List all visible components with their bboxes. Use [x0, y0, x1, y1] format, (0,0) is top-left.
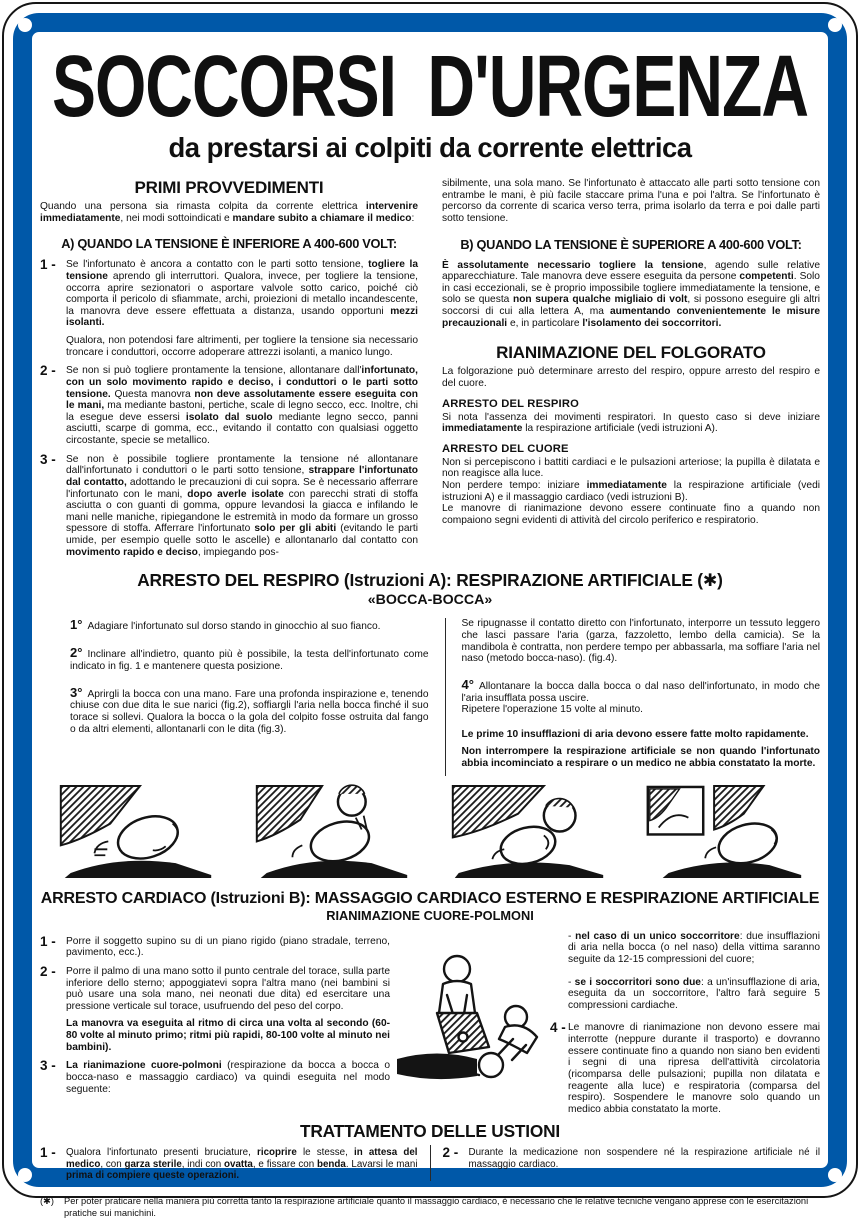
- poster-subtitle: da prestarsi ai colpiti da corrente elettrica: [168, 132, 692, 163]
- arresto-respiro-subheading: ARRESTO DEL RESPIRO: [442, 397, 580, 410]
- section-massaggio-cardiaco: [40, 890, 820, 1116]
- tension-b-paragraph: È assolutamente necessario togliere la tensione, agendo sulle relative apparecchiature. Tale manovra deve essere eseguita da persone competenti. Solo in casi eccezionali, se è proprio impossibile togliere immediatamente la tensione, e solo se questa non supera qualche migliaio di volt, si possono eseguire gli altri soccorsi di cui alla lettera A, ma aumentando convenientemente le misure precauzionali e, in particolare l'isolamento dei soccorritori.: [442, 259, 821, 329]
- screw-hole-bottom-right-icon: [828, 1168, 842, 1182]
- item-number: 2 -: [442, 1145, 459, 1161]
- item-text-continuation: Qualora, non potendosi fare altrimenti, per togliere la tensione sia necessario troncare i conduttori, occorre adoperare attrezzi isolanti, a manico lungo.: [66, 335, 418, 358]
- item-text: Durante la medicazione non sospendere né la respirazione artificiale né il massaggio cardiaco.: [468, 1147, 820, 1170]
- list-item-u2: [443, 1147, 821, 1169]
- list-item-b3: [40, 1060, 390, 1095]
- arresto-cuore-text-2: Non perdere tempo: iniziare immediatamente la respirazione artificiale (vedi istruzioni A) e il massaggio cardiaco (vedi istruzioni B).: [442, 480, 821, 503]
- item-number: 2 -: [40, 963, 56, 979]
- cardiaco-left-column: [40, 929, 390, 1116]
- folgorato-heading: RIANIMAZIONE DEL FOLGORATO: [496, 343, 766, 363]
- respiro-left-column: [40, 618, 445, 775]
- item-text-bold-note: La manovra va eseguita al ritmo di circa una volta al secondo (60-80 volte al minuto primo; ritmi più rapidi, 80-100 volte al minuto nei bambini).: [66, 1018, 390, 1053]
- respiro-bold-note-1: Le prime 10 insufflazioni di aria devono essere fatte molto rapidamente.: [461, 728, 809, 740]
- item-text: Se non si può togliere prontamente la tensione, allontanare dall'infortunato, con un solo movimento rapido e deciso, i conduttori o le parti sotto tensione. Questa manovra non deve assolutamente essere eseguita con le mani, ma mediante bastoni, pertiche, scale di legno secco, ecc. Inoltre, chi la esegue deve essersi isolato dal suolo mediante legno secco, panni asciutti, scarpe di gomma, ecc., evitando il contatto con qualsiasi oggetto circostante, specie se metallico.: [66, 365, 418, 446]
- cpr-two-rescuers-illustration: [395, 947, 545, 1097]
- tension-b-heading: B) QUANDO LA TENSIONE È SUPERIORE A 400-600 VOLT:: [460, 236, 802, 252]
- tension-a-heading: A) QUANDO LA TENSIONE È INFERIORE A 400-600 VOLT:: [61, 236, 397, 252]
- item-number: 1 -: [40, 933, 56, 949]
- step-4: 4° Allontanare la bocca dalla bocca o dal naso dell'infortunato, in modo che l'aria insufflata possa uscire. Ripetere l'operazione 15 volte al minuto.: [461, 676, 820, 716]
- respiro-heading: ARRESTO DEL RESPIRO (Istruzioni A): RESPIRAZIONE ARTIFICIALE (✱): [137, 570, 723, 591]
- footnote-marker: (✱): [40, 1195, 54, 1206]
- section-respirazione-artificiale: [40, 570, 820, 877]
- item-text: Se l'infortunato è ancora a contatto con le parti sotto tensione, togliere la tensione aprendo gli interruttori. Qualora, invece, per togliere la tensione, occorra aprire sezionatori o asportare valvole sotto carico, poiché ciò comporta il pericolo di sfiammate, archi, proiezioni di metallo incandescente, la manovra deve essere effettuata a distanza, usando opportuni mezzi isolanti.: [66, 259, 418, 329]
- single-rescuer-note: - nel caso di un unico soccorritore: due insufflazioni di aria nella bocca (o nel naso) della vittima saranno seguite da 12-15 compressioni del cuore;: [568, 930, 820, 965]
- primi-right-column: [442, 178, 820, 558]
- bocca-bocca-subheading: «BOCCA-BOCCA»: [367, 592, 493, 609]
- section-trattamento-ustioni: [40, 1121, 820, 1180]
- list-item-a3: [40, 451, 418, 559]
- two-rescuers-note: - se i soccorritori sono due: a un'insufflazione di aria, eseguita da un soccorritore, l'altro farà seguire 5 compressioni cardiache.: [568, 976, 821, 1011]
- item-text: Porre il palmo di una mano sotto il punto centrale del torace, sulla parte inferiore dello sterno; appoggiatevi sopra l'altra mano (nei bambini si può usare una sola mano, nei neonati due dita) ed esercitare una pressione verticale sul torace, usufruendo del peso del corpo.: [66, 965, 390, 1012]
- step-2: 2° Inclinare all'indietro, quanto più è possibile, la testa dell'infortunato come indicato in fig. 1 e mantenere questa posizione.: [70, 645, 429, 672]
- footnote: [40, 1195, 820, 1219]
- item-body: [66, 259, 418, 358]
- item-body: [66, 365, 418, 446]
- list-item-a1: [40, 259, 418, 358]
- item-text: Porre il soggetto supino su di un piano rigido (piano stradale, terreno, pavimento, ecc.).: [66, 935, 390, 959]
- poster-content: [40, 36, 821, 1218]
- arresto-cuore-text-3: Le manovre di rianimazione devono essere continuate fino a quando non compaiono segni evidenti di attività del circolo periferico e respiratorio.: [442, 503, 820, 526]
- fig3-clear-mouth-illustration: [440, 784, 616, 878]
- ustioni-left-column: [40, 1145, 430, 1180]
- screw-hole-top-right-icon: [828, 18, 842, 32]
- screw-hole-bottom-left-icon: [18, 1168, 32, 1182]
- arresto-cuore-text-1: Non si percepiscono i battiti cardiaci e le pulsazioni arteriose; la pupilla è dilatata e non reagisce alla luce.: [442, 456, 820, 480]
- respiro-note-cloth: Se ripugnasse il contatto diretto con l'infortunato, interporre un tessuto leggero che lasci passare l'aria (garza, fazzoletto, lembo della camicia). Se la mandibola è contratta, non perdere tempo per abbassarla, ma soffiare l'aria nel naso (metodo bocca-naso). (fig.4).: [461, 618, 820, 665]
- item-number: 1 -: [40, 1145, 56, 1161]
- item-text: Se non è possibile togliere prontamente la tensione né allontanare dall'infortunato i conduttori o le parti sotto tensione, strappare l'infortunato dal contatto, adottando le precauzioni di cui sopra. Se è necessario afferrare l'infortunato con le mani, dopo averle isolate con parecchi strati di stoffa asciutta o con guanti di gomma, oppure levandosi la giacca e infilando le mani nelle maniche, ripiegandone le estremità in modo da formare un grosso spessore di stoffa. Afferrare l'infortunato solo per gli abiti (evitando le parti umide, per esempio quelle sotto le ascelle) e allontanarlo dal contatto con movimento rapido e deciso, impiegando pos-: [66, 453, 418, 558]
- primi-heading: PRIMI PROVVEDIMENTI: [134, 178, 324, 197]
- item-a3-continuation: sibilmente, una sola mano. Se l'infortunato è attaccato alle parti sotto tensione con entrambe le mani, è più facile staccare prima l'una e poi l'altra. Se l'infortunato è percorso da corrente di scarica verso terra, prima isolarlo da terra e poi dalle parti sotto tensione.: [442, 178, 820, 224]
- list-item-b2: [40, 963, 390, 1053]
- fig1-head-tilt-illustration: [48, 784, 224, 878]
- ustioni-right-column: [430, 1145, 821, 1180]
- fig4-mouth-to-nose-illustration: [636, 784, 812, 878]
- step-3: 3° Aprirgli la bocca con una mano. Fare una profonda inspirazione e, tenendo chiuse con due dita le sue narici (fig.2), soffiargli l'aria nella bocca finché il suo torace si sollevi. Qualora la bocca o la gola del colpito fosse ostruita dal fango o da altri elementi, allontanarli con le dita (fig.3).: [70, 684, 429, 735]
- arresto-cuore-subheading: ARRESTO DEL CUORE: [442, 442, 569, 455]
- respiro-bold-note-2: Non interrompere la respirazione artificiale se non quando l'infortunato abbia incominciato a respirare o un medico ne abbia constatato la morte.: [461, 746, 820, 770]
- cardiaco-heading: ARRESTO CARDIACO (Istruzioni B): MASSAGGIO CARDIACO ESTERNO E RESPIRAZIONE ARTIFICIALE: [40, 889, 820, 907]
- footnote-text: Per poter praticare nella maniera più corretta tanto la respirazione artificiale quanto il massaggio cardiaco, è necessario che le relative tecniche vengano apprese con le esercitazioni pratiche sui manichini.: [64, 1195, 809, 1218]
- respiro-right-column: [445, 618, 821, 775]
- cuore-polmoni-subheading: RIANIMAZIONE CUORE-POLMONI: [326, 907, 534, 923]
- item-text: Qualora l'infortunato presenti bruciature, ricoprire le stesse, in attesa del medico, con garza sterile, indi con ovatta, e fissare con benda. Lavarsi le mani prima di compiere queste operazioni.: [66, 1147, 418, 1181]
- item-number: 4 -: [550, 1020, 566, 1036]
- item-text: La rianimazione cuore-polmoni (respirazione da bocca a bocca o bocca-naso e massaggio cardiaco) va quindi eseguita nel modo seguente:: [66, 1060, 390, 1095]
- list-item-u1: [40, 1147, 418, 1180]
- primi-left-column: [40, 178, 418, 558]
- folgorato-intro: La folgorazione può determinare arresto del respiro, oppure arresto del respiro e del cuore.: [442, 366, 820, 389]
- section-primi-provvedimenti: [40, 178, 820, 558]
- item-number: 2 -: [40, 363, 56, 379]
- item-body: [66, 454, 418, 559]
- figures-row: [48, 784, 812, 878]
- arresto-respiro-text: Si nota l'assenza dei movimenti respiratori. In questo caso si deve iniziare immediatamente la respirazione artificiale (vedi istruzioni A).: [442, 411, 820, 435]
- cardiaco-illustration-column: [395, 929, 545, 1116]
- cardiaco-right-column: [550, 929, 820, 1116]
- ustioni-heading: TRATTAMENTO DELLE USTIONI: [300, 1121, 560, 1142]
- fig2-pinch-nose-breath-illustration: [244, 784, 420, 878]
- screw-hole-top-left-icon: [18, 18, 32, 32]
- item-number: 3 -: [40, 1058, 56, 1074]
- list-item-b1: [40, 933, 390, 959]
- primi-intro: Quando una persona sia rimasta colpita da corrente elettrica intervenire immediatamente, nei modi sottoindicati e mandare subito a chiamare il medico:: [40, 201, 418, 224]
- list-item-a2: [40, 365, 418, 446]
- item-text: Le manovre di rianimazione non devono essere mai interrotte (neppure durante il trasporto) e dovranno essere continuate fino a quando non siano ben evidenti i segni di una ripresa dell'attività circolatoria (ricomparsa delle pulsazioni; pupilla non dilatata e reagente alla luce) e respiratoria (comparsa del respiro). Sospendere le manovre solo quando un medico abbia constatato la morte.: [568, 1022, 820, 1115]
- item-number: 3 -: [40, 451, 56, 467]
- poster-title: SOCCORSI D'URGENZA: [51, 36, 809, 135]
- item-number: 1 -: [40, 257, 56, 273]
- list-item-b4: [550, 1020, 820, 1115]
- step-1: 1° Adagiare l'infortunato sul dorso stando in ginocchio al suo fianco.: [70, 617, 381, 633]
